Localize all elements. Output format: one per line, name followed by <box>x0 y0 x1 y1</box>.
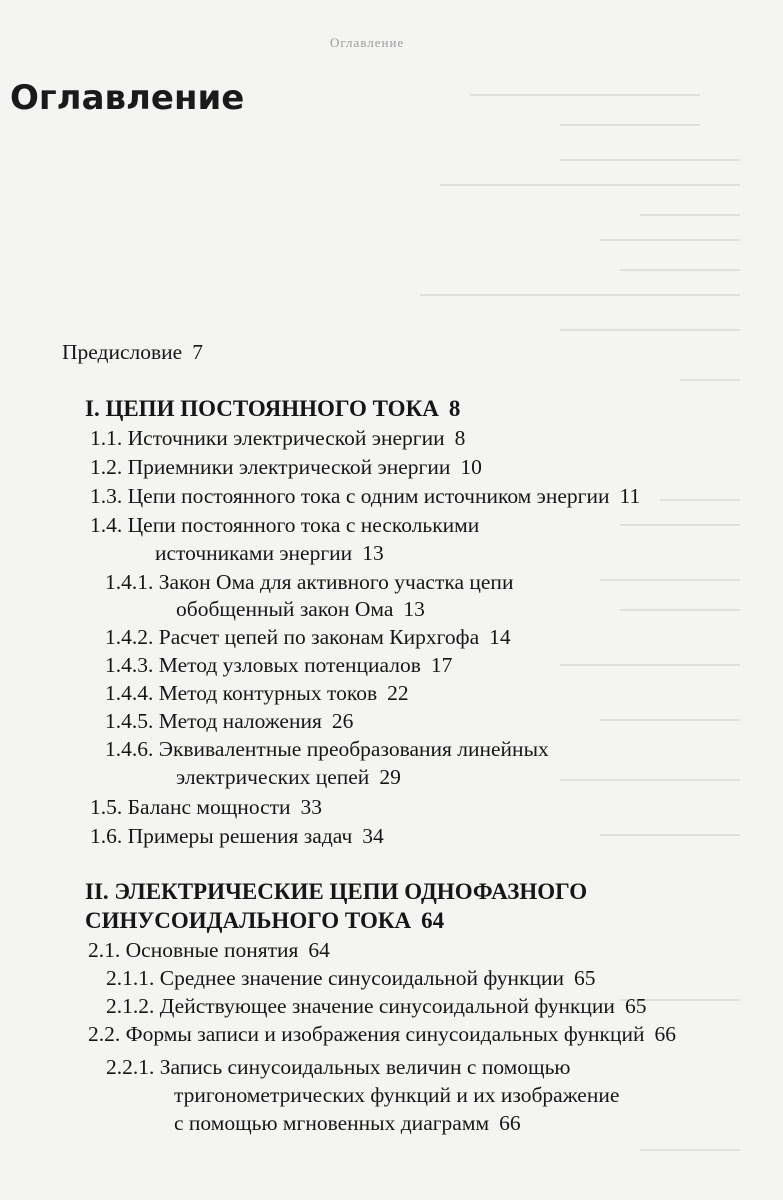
toc-entry-title: 1.4.2. Расчет цепей по законам Кирхгофа <box>105 625 480 649</box>
toc-entry-title: 1.2. Приемники электрической энергии <box>90 455 451 479</box>
toc-entry-title-cont: СИНУСОИДАЛЬНОГО ТОКА <box>85 908 412 933</box>
toc-page-number: 29 <box>379 765 401 789</box>
toc-entry-title: 2.2. Формы записи и изображения синусоидальных функций <box>88 1022 645 1046</box>
toc-entry-title-cont: с помощью мгновенных диаграмм <box>174 1111 490 1135</box>
toc-page-number: 8 <box>448 396 461 421</box>
toc-entry-title: 1.4.5. Метод наложения <box>105 709 322 733</box>
running-head: Оглавление <box>330 35 405 50</box>
toc-entry-title-cont: тригонометрических функций и их изображение <box>174 1083 620 1107</box>
toc-entry-title: 2.2.1. Запись синусоидальных величин с помощью <box>106 1055 571 1079</box>
toc-page-number: 22 <box>387 681 409 705</box>
toc-entry-title: Предисловие <box>62 340 183 364</box>
toc-entry-title: I. ЦЕПИ ПОСТОЯННОГО ТОКА <box>85 396 439 421</box>
toc-entry-title: 2.1.2. Действующее значение синусоидальной функции <box>106 994 615 1018</box>
toc-page-number: 10 <box>460 455 482 479</box>
toc-page-number: 66 <box>654 1022 677 1046</box>
page-title: Оглавление <box>10 78 245 118</box>
toc-entry-title: 1.6. Примеры решения задач <box>90 824 353 848</box>
toc-page-number: 13 <box>403 597 425 621</box>
toc-page-number: 14 <box>489 625 511 649</box>
toc-page-number: 65 <box>624 994 647 1018</box>
toc-entry-title: 1.1. Источники электрической энергии <box>90 426 445 450</box>
toc-entry-title-cont: электрических цепей <box>176 765 370 789</box>
toc-page-number: 17 <box>430 653 453 677</box>
toc-page-number: 34 <box>362 824 384 848</box>
toc-entry-title: 1.4.4. Метод контурных токов <box>105 681 378 705</box>
toc-entry-title: 2.1. Основные понятия <box>88 938 299 962</box>
toc-page-number: 11 <box>619 484 641 508</box>
toc-entry-title-cont: источниками энергии <box>155 541 353 565</box>
toc-entry-title: 1.3. Цепи постоянного тока с одним источником энергии <box>90 484 610 508</box>
toc-page-number: 8 <box>454 426 466 450</box>
toc-page-number: 33 <box>300 795 323 819</box>
toc-page-number: 65 <box>574 966 596 990</box>
toc-entry-title: 1.4.1. Закон Ома для активного участка цепи <box>105 570 514 594</box>
toc-page-number: 66 <box>499 1111 521 1135</box>
toc-page-number: 13 <box>362 541 384 565</box>
toc-entry-title-cont: обобщенный закон Ома <box>176 597 394 621</box>
toc-entry-title: 1.4.3. Метод узловых потенциалов <box>105 653 421 677</box>
toc-entry-title: 2.1.1. Среднее значение синусоидальной функции <box>106 966 565 990</box>
toc-entry-title: II. ЭЛЕКТРИЧЕСКИЕ ЦЕПИ ОДНОФАЗНОГО <box>85 879 588 904</box>
toc-entry-title: 1.5. Баланс мощности <box>90 795 291 819</box>
toc-page-number: 7 <box>192 340 203 364</box>
toc-entry-title: 1.4.6. Эквивалентные преобразования линейных <box>105 737 549 761</box>
toc-page-number: 64 <box>421 908 445 933</box>
toc-page-number: 64 <box>308 938 330 962</box>
toc-entry-title: 1.4. Цепи постоянного тока с несколькими <box>90 513 480 537</box>
toc-page-number: 26 <box>331 709 354 733</box>
